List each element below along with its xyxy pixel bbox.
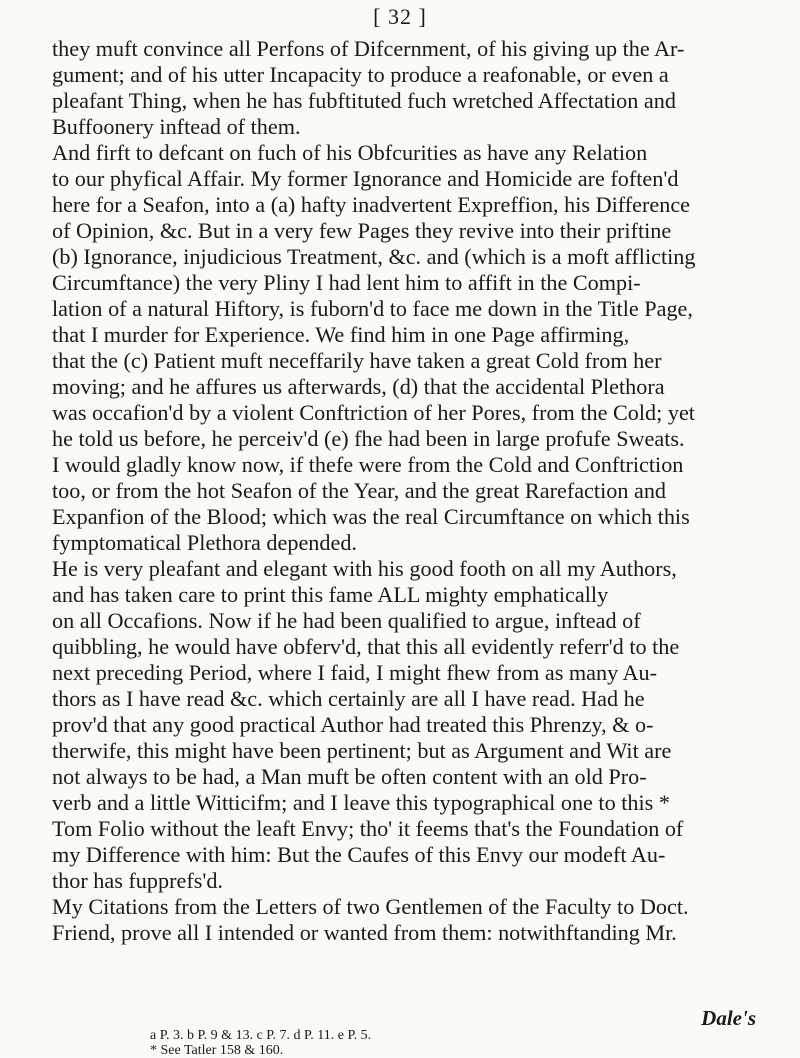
text-line: to our phyfical Affair. My former Ignorance and Homicide are foften'd: [52, 166, 679, 191]
footnotes: [150, 1028, 650, 1058]
text-line: here for a Seafon, into a (a) hafty inadvertent Expreffion, his Difference: [52, 192, 691, 217]
text-line: He is very pleafant and elegant with his good footh on all my Authors,: [52, 556, 677, 581]
text-line: they muft convince all Perfons of Difcernment, of his giving up the Ar-: [52, 36, 685, 61]
body-text: [52, 36, 764, 946]
text-line: my Difference with him: But the Caufes of this Envy our modeft Au-: [52, 842, 666, 867]
text-line: thor has fupprefs'd.: [52, 868, 223, 893]
text-line: prov'd that any good practical Author had treated this Phrenzy, & o-: [52, 712, 654, 737]
text-line: was occafion'd by a violent Conftriction of her Pores, from the Cold; yet: [52, 400, 695, 425]
footnote-line: a P. 3. b P. 9 & 13. c P. 7. d P. 11. e P. 5.: [150, 1028, 372, 1043]
text-line: verb and a little Witticifm; and I leave this typographical one to this *: [52, 790, 670, 815]
text-line: My Citations from the Letters of two Gentlemen of the Faculty to Doct.: [52, 894, 689, 919]
text-line: (b) Ignorance, injudicious Treatment, &c. and (which is a moft afflicting: [52, 244, 696, 269]
text-line: gument; and of his utter Incapacity to produce a reafonable, or even a: [52, 62, 669, 87]
text-line: Circumftance) the very Pliny I had lent him to affift in the Compi-: [52, 270, 641, 295]
footnote-line: * See Tatler 158 & 160.: [150, 1043, 284, 1058]
text-line: too, or from the hot Seafon of the Year, and the great Rarefaction and: [52, 478, 666, 503]
text-line: and has taken care to print this fame ALL mighty emphatically: [52, 582, 609, 607]
text-line: I would gladly know now, if thefe were from the Cold and Conftriction: [52, 452, 684, 477]
text-line: thors as I have read &c. which certainly are all I have read. Had he: [52, 686, 645, 711]
text-line: of Opinion, &c. But in a very few Pages they revive into their priftine: [52, 218, 672, 243]
text-line: Buffoonery inftead of them.: [52, 114, 301, 139]
text-line: pleafant Thing, when he has fubftituted fuch wretched Affectation and: [52, 88, 676, 113]
text-line: And firft to defcant on fuch of his Obfcurities as have any Relation: [52, 140, 648, 165]
catchword: Dale's: [701, 1006, 756, 1030]
text-line: fymptomatical Plethora depended.: [52, 530, 357, 555]
text-line: moving; and he affures us afterwards, (d) that the accidental Plethora: [52, 374, 665, 399]
text-line: that the (c) Patient muft neceffarily have taken a great Cold from her: [52, 348, 662, 373]
page-number: [ 32 ]: [373, 4, 427, 29]
text-line: Friend, prove all I intended or wanted from them: notwithftanding Mr.: [52, 920, 677, 945]
text-line: Tom Folio without the leaft Envy; tho' it feems that's the Foundation of: [52, 816, 684, 841]
text-line: quibbling, he would have obferv'd, that this all evidently referr'd to the: [52, 634, 680, 659]
text-line: not always to be had, a Man muft be often content with an old Pro-: [52, 764, 647, 789]
text-line: that I murder for Experience. We find him in one Page affirming,: [52, 322, 630, 347]
text-line: he told us before, he perceiv'd (e) fhe had been in large profufe Sweats.: [52, 426, 685, 451]
text-line: lation of a natural Hiftory, is fuborn'd to face me down in the Title Page,: [52, 296, 693, 321]
text-line: therwife, this might have been pertinent; but as Argument and Wit are: [52, 738, 672, 763]
text-line: on all Occafions. Now if he had been qualified to argue, inftead of: [52, 608, 641, 633]
text-line: Expanfion of the Blood; which was the real Circumftance on which this: [52, 504, 690, 529]
text-line: next preceding Period, where I faid, I might fhew from as many Au-: [52, 660, 658, 685]
